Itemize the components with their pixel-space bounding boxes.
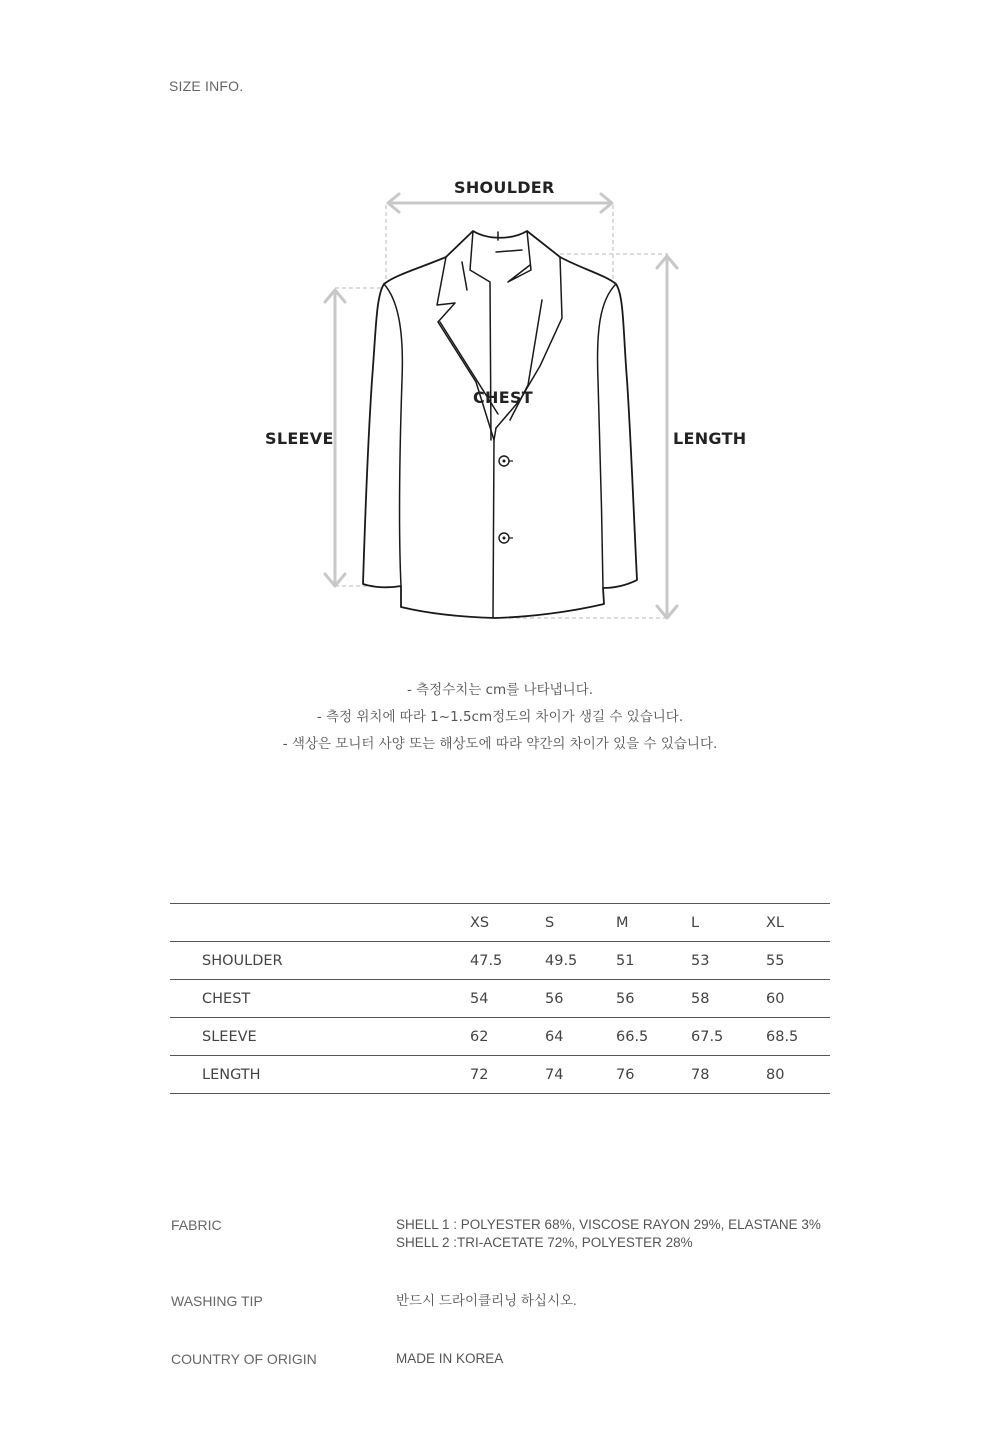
table-cell: 60: [766, 980, 830, 1018]
table-row: [170, 942, 830, 980]
table-cell: 53: [691, 942, 766, 980]
table-cell: 72: [470, 1056, 545, 1094]
note-line: - 색상은 모니터 사양 또는 해상도에 따라 약간의 차이가 있을 수 있습니다.: [282, 736, 718, 752]
row-label-shoulder: SHOULDER: [170, 942, 470, 980]
row-label-chest: CHEST: [170, 980, 470, 1018]
table-row: [170, 980, 830, 1018]
table-cell: 56: [616, 980, 691, 1018]
row-label-length: LENGTH: [170, 1056, 470, 1094]
shoulder-label: SHOULDER: [454, 178, 555, 197]
table-cell: 67.5: [691, 1018, 766, 1056]
table-cell: 54: [470, 980, 545, 1018]
note-line: - 측정 위치에 따라 1~1.5cm정도의 차이가 생길 수 있습니다.: [316, 709, 684, 725]
measurement-notes: [0, 680, 1000, 761]
header-empty-cell: [170, 904, 470, 942]
table-cell: 80: [766, 1056, 830, 1094]
washing-tip-label: WASHING TIP: [171, 1293, 263, 1309]
fabric-line: SHELL 2 :TRI-ACETATE 72%, POLYESTER 28%: [396, 1235, 693, 1250]
table-cell: 62: [470, 1018, 545, 1056]
table-cell: 76: [616, 1056, 691, 1094]
size-m-header: M: [616, 904, 691, 942]
table-cell: 49.5: [545, 942, 616, 980]
country-of-origin-value: MADE IN KOREA: [396, 1351, 504, 1366]
table-cell: 78: [691, 1056, 766, 1094]
fabric-line: SHELL 1 : POLYESTER 68%, VISCOSE RAYON 29%, ELASTANE 3%: [396, 1217, 821, 1232]
length-label: LENGTH: [673, 429, 747, 448]
fabric-label: FABRIC: [171, 1217, 222, 1233]
size-s-header: S: [545, 904, 616, 942]
table-row: [170, 1056, 830, 1094]
table-cell: 66.5: [616, 1018, 691, 1056]
table-row: [170, 1018, 830, 1056]
size-xl-header: XL: [766, 904, 830, 942]
jacket-outline: [363, 231, 637, 618]
country-of-origin-label: COUNTRY OF ORIGIN: [171, 1351, 317, 1367]
section-title: SIZE INFO.: [169, 78, 244, 94]
table-cell: 74: [545, 1056, 616, 1094]
washing-tip-value: 반드시 드라이클리닝 하십시오.: [396, 1293, 577, 1308]
size-xs-header: XS: [470, 904, 545, 942]
table-cell: 68.5: [766, 1018, 830, 1056]
note-line: - 측정수치는 cm를 나타냅니다.: [406, 682, 594, 698]
row-label-sleeve: SLEEVE: [170, 1018, 470, 1056]
table-cell: 58: [691, 980, 766, 1018]
table-cell: 47.5: [470, 942, 545, 980]
size-header-row: [170, 904, 830, 942]
size-l-header: L: [691, 904, 766, 942]
jacket-size-diagram: [0, 160, 1000, 640]
fabric-value: [396, 1216, 821, 1252]
chest-label: CHEST: [473, 388, 533, 407]
table-cell: 56: [545, 980, 616, 1018]
table-cell: 64: [545, 1018, 616, 1056]
table-cell: 51: [616, 942, 691, 980]
table-cell: 55: [766, 942, 830, 980]
size-table: [170, 903, 830, 1094]
sleeve-label: SLEEVE: [265, 429, 334, 448]
